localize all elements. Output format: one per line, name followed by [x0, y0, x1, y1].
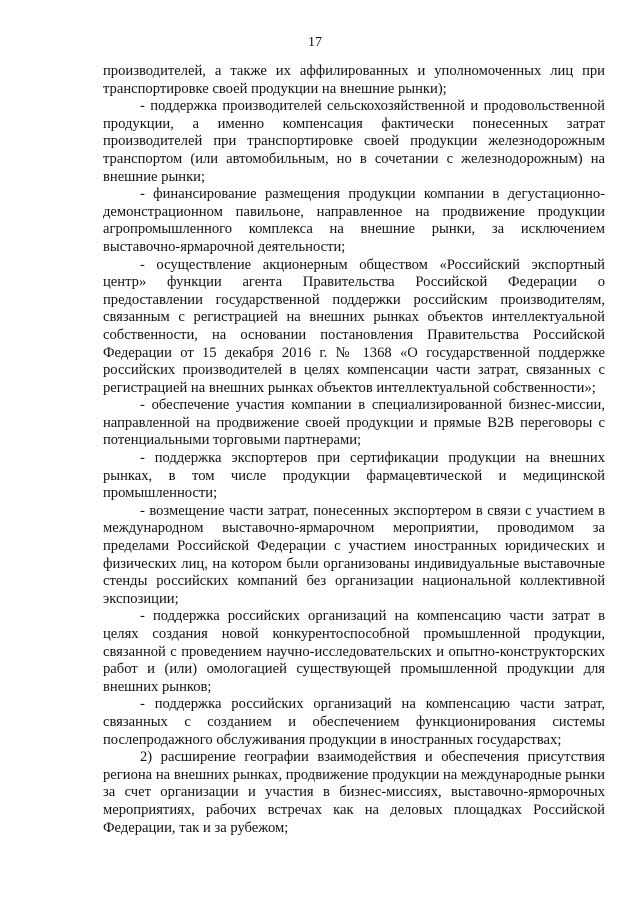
- paragraph-10: 2) расширение географии взаимодействия и обеспечения присутствия региона на внешних рынках, продвижение продукции на международные рынки за счет организации и участия в бизнес-миссиях, выставочно-ярморочных мероприятиях, рабочих встречах как на деловых площадках Российской Федерации, так и за рубежом;: [103, 749, 605, 836]
- page-number: 17: [308, 35, 322, 50]
- paragraph-1: производителей, а также их аффилированных и уполномоченных лиц при транспортировке своей продукции на внешние рынки);: [103, 63, 605, 97]
- paragraph-4: - осуществление акционерным обществом «Российский экспортный центр» функции агента Правительства Российской Федерации о предоставлении государственной поддержки российским производителям, связанным с регистрацией на внешних рынках объектов интеллектуальной собственности, на основании постановления Правительства Российской Федерации от 15 декабря 2016 г. № 1368 «О государственной поддержке российских производителей в целях компенсации части затрат, связанных с регистрацией на внешних рынках объектов интеллектуальной собственности»;: [103, 256, 605, 396]
- paragraph-9: - поддержка российских организаций на компенсацию части затрат, связанных с созданием и обеспечением функционирования системы послепродажного обслуживания продукции в иностранных государствах;: [103, 696, 605, 748]
- paragraph-3: - финансирование размещения продукции компании в дегустационно-демонстрационном павильоне, направленное на продвижение продукции агропромышленного комплекса на внешние рынки, за исключением выставочно-ярмарочной деятельности;: [103, 186, 605, 255]
- paragraph-7: - возмещение части затрат, понесенных экспортером в связи с участием в международном выставочно-ярмарочном мероприятии, проводимом за пределами Российской Федерации с участием иностранных юридических и физических лиц, на котором были организованы индивидуальные выставочные стенды российских компаний без организации национальной коллективной экспозиции;: [103, 502, 605, 607]
- paragraph-5: - обеспечение участия компании в специализированной бизнес-миссии, направленной на продвижение своей продукции и прямые В2В переговоры с потенциальными торговыми партнерами;: [103, 397, 605, 449]
- paragraph-2: - поддержка производителей сельскохозяйственной и продовольственной продукции, а именно компенсация фактически понесенных затрат производителей при транспортировке своей продукции железнодорожным транспортом (или автомобильным, но в сочетании с железнодорожным) на внешние рынки;: [103, 98, 605, 185]
- body-text: [103, 63, 605, 837]
- paragraph-6: - поддержка экспортеров при сертификации продукции на внешних рынках, в том числе продукции фармацевтической и медицинской промышленности;: [103, 450, 605, 502]
- paragraph-8: - поддержка российских организаций на компенсацию части затрат в целях создания новой конкурентоспособной промышленной продукции, связанной с проведением научно-исследовательских и опытно-конструкторских работ и (или) омологацией существующей промышленной продукции для внешних рынков;: [103, 608, 605, 695]
